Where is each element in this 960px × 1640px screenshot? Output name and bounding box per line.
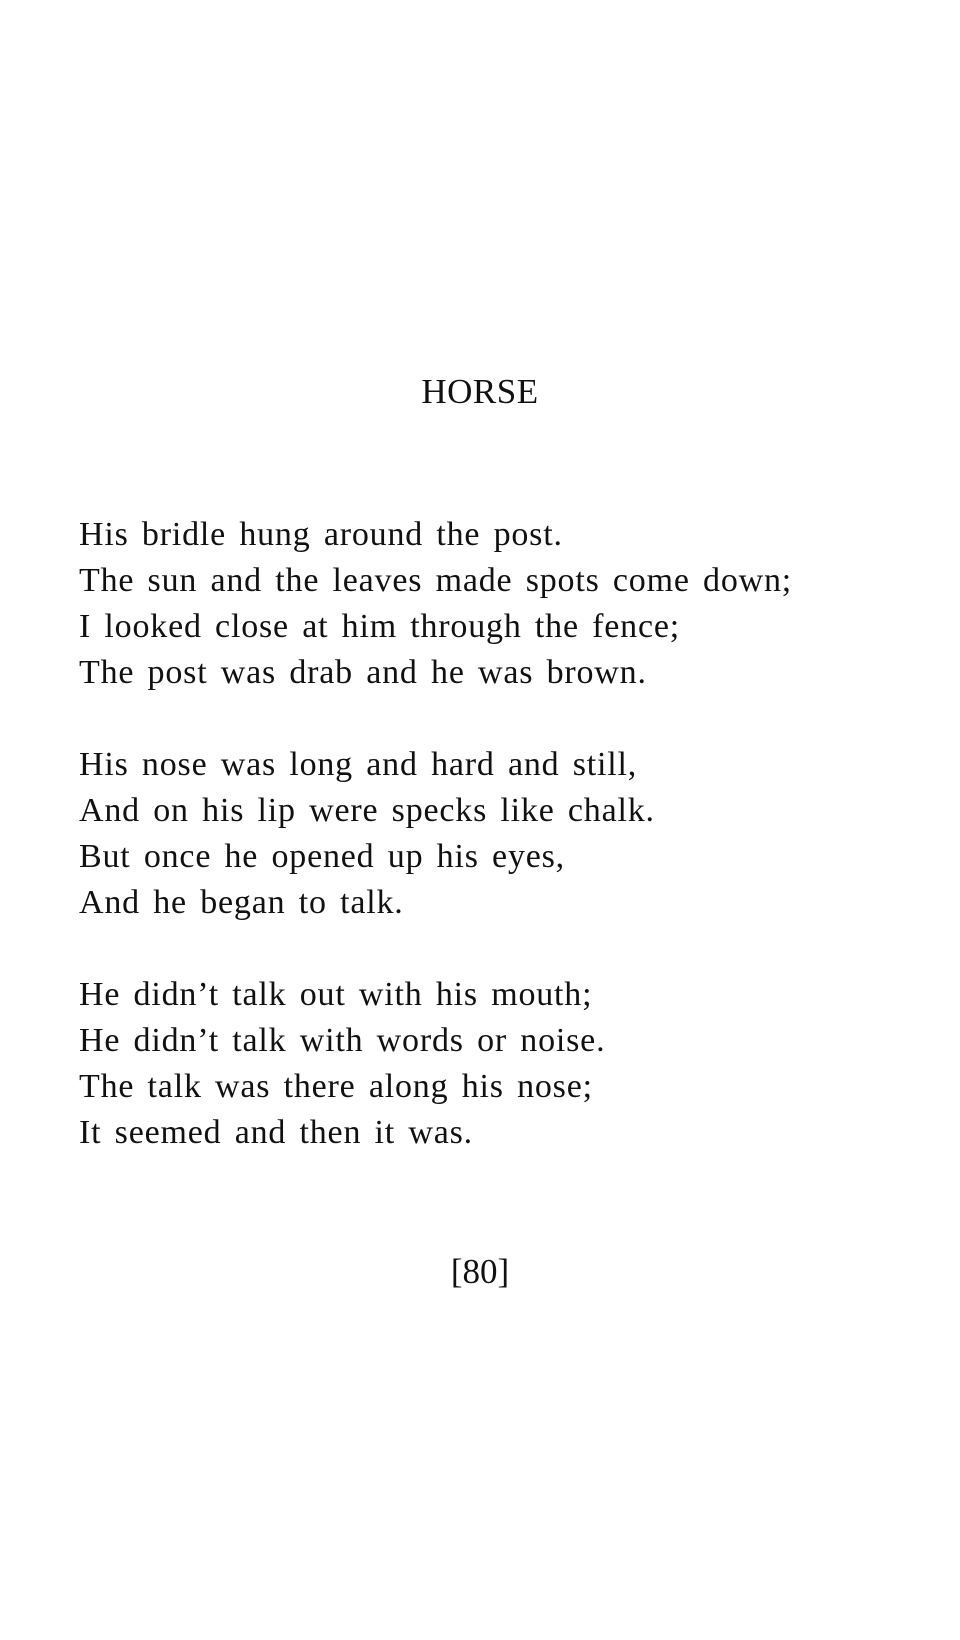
- poem-line: The talk was there along his nose;: [79, 1068, 593, 1105]
- poem-line: The post was drab and he was brown.: [79, 654, 647, 691]
- stanza-3: [79, 972, 949, 1156]
- poem-line: I looked close at him through the fence;: [79, 608, 680, 645]
- page-number: [80]: [450, 1252, 510, 1291]
- stanza-1: [79, 512, 949, 696]
- poem-line: And he began to talk.: [79, 884, 404, 921]
- poem-line: The sun and the leaves made spots come down;: [79, 562, 793, 599]
- poem-line: It seemed and then it was.: [79, 1114, 473, 1151]
- poem-body: [79, 512, 949, 1202]
- poem-title: HORSE: [421, 372, 539, 411]
- poem-line: But once he opened up his eyes,: [79, 838, 565, 875]
- poem-line: His bridle hung around the post.: [79, 516, 563, 553]
- poem-line: And on his lip were specks like chalk.: [79, 792, 655, 829]
- stanza-2: [79, 742, 949, 926]
- poem-line: He didn’t talk out with his mouth;: [79, 976, 593, 1013]
- poem-line: His nose was long and hard and still,: [79, 746, 638, 783]
- poem-line: He didn’t talk with words or noise.: [79, 1022, 606, 1059]
